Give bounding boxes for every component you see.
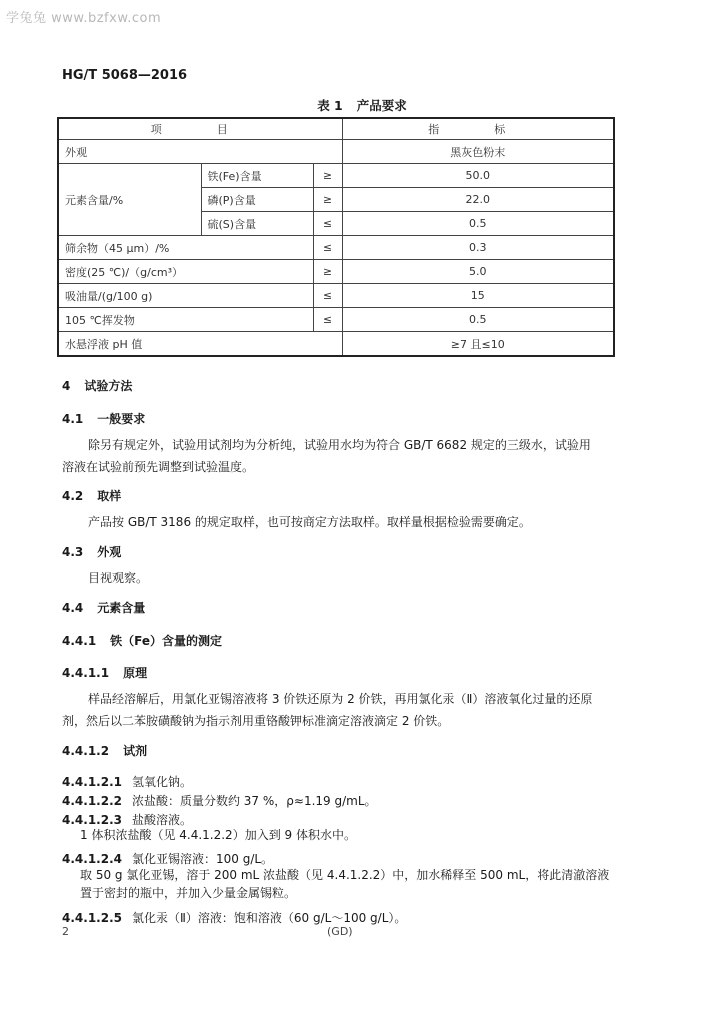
paragraph: 溶液在试验前预先调整到试验温度。 [62,460,255,474]
row-label: 吸油量/(g/100 g) [58,284,313,308]
paragraph: 产品按 GB/T 3186 的规定取样，也可按商定方法取样。取样量根据检验需要确定。 [88,515,531,529]
table-row [58,284,614,308]
table-row [58,164,614,188]
row-symbol: ≤ [313,212,342,236]
row-label: 磷(P)含量 [201,188,313,212]
section-heading: 4.3 外观 [62,545,122,559]
reagent-item: 4.4.1.2.5 氯化汞（Ⅱ）溶液：饱和溶液（60 g/L～100 g/L）。 [62,911,407,925]
row-symbol: ≥ [313,188,342,212]
row-label: 水悬浮液 pH 值 [58,332,342,357]
row-value: 0.3 [342,236,614,260]
paragraph: 除另有规定外，试验用试剂均为分析纯，试验用水均为符合 GB/T 6682 规定的三级水，试验用 [88,438,591,452]
reagent-item: 4.4.1.2.2 浓盐酸：质量分数约 37 %，ρ≈1.19 g/mL。 [62,794,377,808]
row-label: 铁(Fe)含量 [201,164,313,188]
page-number: 2 [62,925,69,938]
row-value: 15 [342,284,614,308]
reagent-item: 4.4.1.2.3 盐酸溶液。 [62,813,192,827]
row-value: 0.5 [342,212,614,236]
standard-code: HG/T 5068—2016 [62,68,188,83]
row-value: 22.0 [342,188,614,212]
paragraph: 目视观察。 [88,571,149,585]
table-row [58,236,614,260]
table-number: 表 1 [317,98,343,113]
section-heading: 4.1 一般要求 [62,412,146,426]
table-row [58,140,614,164]
table-title [0,96,724,114]
requirements-table [57,117,615,357]
section-heading: 4.4 元素含量 [62,601,146,615]
watermark: 学兔兔 www.bzfxw.com [6,11,162,26]
row-symbol: ≥ [313,164,342,188]
row-value: 黑灰色粉末 [342,140,614,164]
table-row [58,332,614,357]
row-label: 105 ℃挥发物 [58,308,313,332]
section-heading: 4 试验方法 [62,379,133,393]
row-value: 5.0 [342,260,614,284]
paragraph: 剂，然后以二苯胺磺酸钠为指示剂用重铬酸钾标准滴定溶液滴定 2 价铁。 [62,714,450,728]
row-label: 外观 [58,140,342,164]
paragraph: 置于密封的瓶中，并加入少量金属锡粒。 [80,886,297,900]
row-label: 筛余物（45 μm）/% [58,236,313,260]
table-caption: 产品要求 [356,98,407,113]
row-symbol: ≤ [313,284,342,308]
row-value: 50.0 [342,164,614,188]
row-group-label: 元素含量/% [58,164,201,236]
row-value: 0.5 [342,308,614,332]
reagent-item: 4.4.1.2.1 氢氧化钠。 [62,775,192,789]
header-item: 项 目 [58,118,342,140]
paragraph: 样品经溶解后，用氯化亚锡溶液将 3 价铁还原为 2 价铁，再用氯化汞（Ⅱ）溶液氧化过量的还原 [88,692,593,706]
paragraph: 1 体积浓盐酸（见 4.4.1.2.2）加入到 9 体积水中。 [80,828,356,842]
table-header-row [58,118,614,140]
section-heading: 4.4.1.1 原理 [62,666,148,680]
publisher-mark: (GD) [327,925,353,938]
row-label: 硫(S)含量 [201,212,313,236]
section-heading: 4.4.1 铁（Fe）含量的测定 [62,634,223,648]
row-value: ≥7 且≤10 [342,332,614,357]
section-heading: 4.4.1.2 试剂 [62,744,148,758]
paragraph: 取 50 g 氯化亚锡，溶于 200 mL 浓盐酸（见 4.4.1.2.2）中，加水稀释至 500 mL，将此清澈溶液 [80,868,610,882]
section-heading: 4.2 取样 [62,489,122,503]
row-symbol: ≤ [313,236,342,260]
table-row [58,260,614,284]
row-symbol: ≥ [313,260,342,284]
row-symbol: ≤ [313,308,342,332]
table-row [58,308,614,332]
header-index: 指 标 [342,118,614,140]
reagent-item: 4.4.1.2.4 氯化亚锡溶液：100 g/L。 [62,852,274,866]
row-label: 密度(25 ℃)/（g/cm³） [58,260,313,284]
